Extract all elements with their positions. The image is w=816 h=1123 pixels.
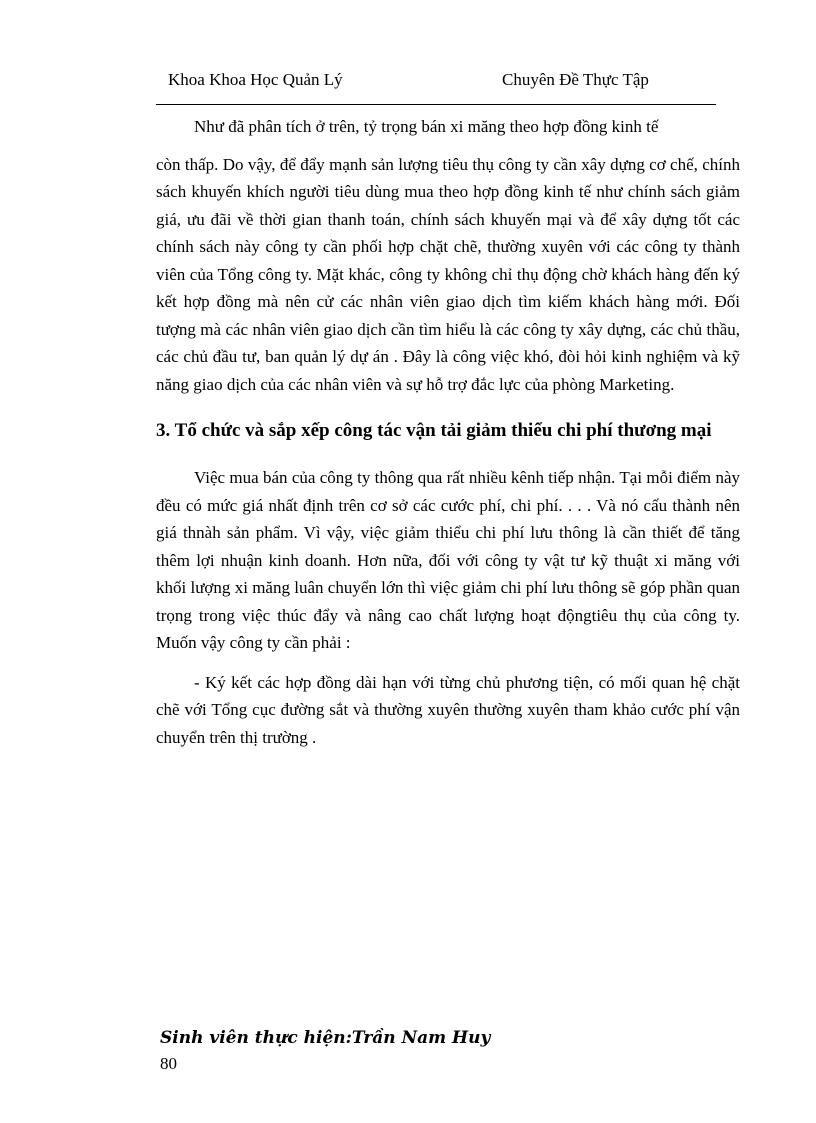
main-content: [156, 113, 740, 751]
paragraph-2: Việc mua bán của công ty thông qua rất nhiều kênh tiếp nhận. Tại mỗi điểm này đều có mức giá nhất định trên cơ sở các cước phí, chi phí. . . . Và nó cấu thành nên giá thnàh sản phẩm. Vì vậy, việc giảm thiểu chi phí lưu thông là cần thiết để tăng thêm lợi nhuận kinh doanh. Hơn nữa, đối với công ty vật tư kỹ thuật xi măng với khối lượng xi măng luân chuyển lớn thì việc giảm chi phí lưu thông sẽ góp phần quan trọng trong việc thúc đẩy và nâng cao chất lượng hoạt độngtiêu thụ của công ty. Muốn vậy công ty cần phải :: [156, 468, 740, 652]
page-number: 80: [160, 1054, 177, 1073]
paragraph-3-bullet: - Ký kết các hợp đồng dài hạn với từng chủ phương tiện, có mối quan hệ chặt chẽ với Tổng cục đường sắt và thường xuyên thường xuyên tham khảo cước phí vận chuyển trên thị trường .: [156, 672, 740, 747]
student-signature: Sinh viên thực hiện:Trần Nam Huy: [160, 1028, 491, 1048]
page-header: [156, 68, 716, 105]
paragraph-1-first-line: Như đã phân tích ở trên, tỷ trọng bán xi măng theo hợp đồng kinh tế: [194, 117, 659, 136]
header-faculty: Khoa Khoa Học Quản Lý: [168, 70, 343, 89]
header-report-type: Chuyên Đề Thực Tập: [502, 70, 649, 89]
paragraph-1-body: còn thấp. Do vậy, để đẩy mạnh sản lượng tiêu thụ công ty cần xây dựng cơ chế, chính sách khuyến khích người tiêu dùng mua theo hợp đồng kinh tế như chính sách giảm giá, ưu đãi về thời gian thanh toán, chính sách khuyến mại và để xây dựng tốt các chính sách này công ty cần phối hợp chặt chẽ, thường xuyên với các công ty thành viên của Tổng công ty. Mặt khác, công ty không chỉ thụ động chờ khách hàng đến ký kết hợp đồng mà nên cử các nhân viên giao dịch tìm kiếm khách hàng mới. Đối tượng mà các nhân viên giao dịch cần tìm hiểu là các công ty xây dựng, các chủ thầu, các chủ đầu tư, ban quản lý dự án . Đây là công việc khó, đòi hỏi kinh nghiệm và kỹ năng giao dịch của các nhân viên và sự hỗ trợ đắc lực của phòng Marketing.: [156, 154, 740, 394]
section-heading: 3. Tổ chức và sắp xếp công tác vận tải giảm thiểu chi phí thương mại: [156, 420, 712, 441]
